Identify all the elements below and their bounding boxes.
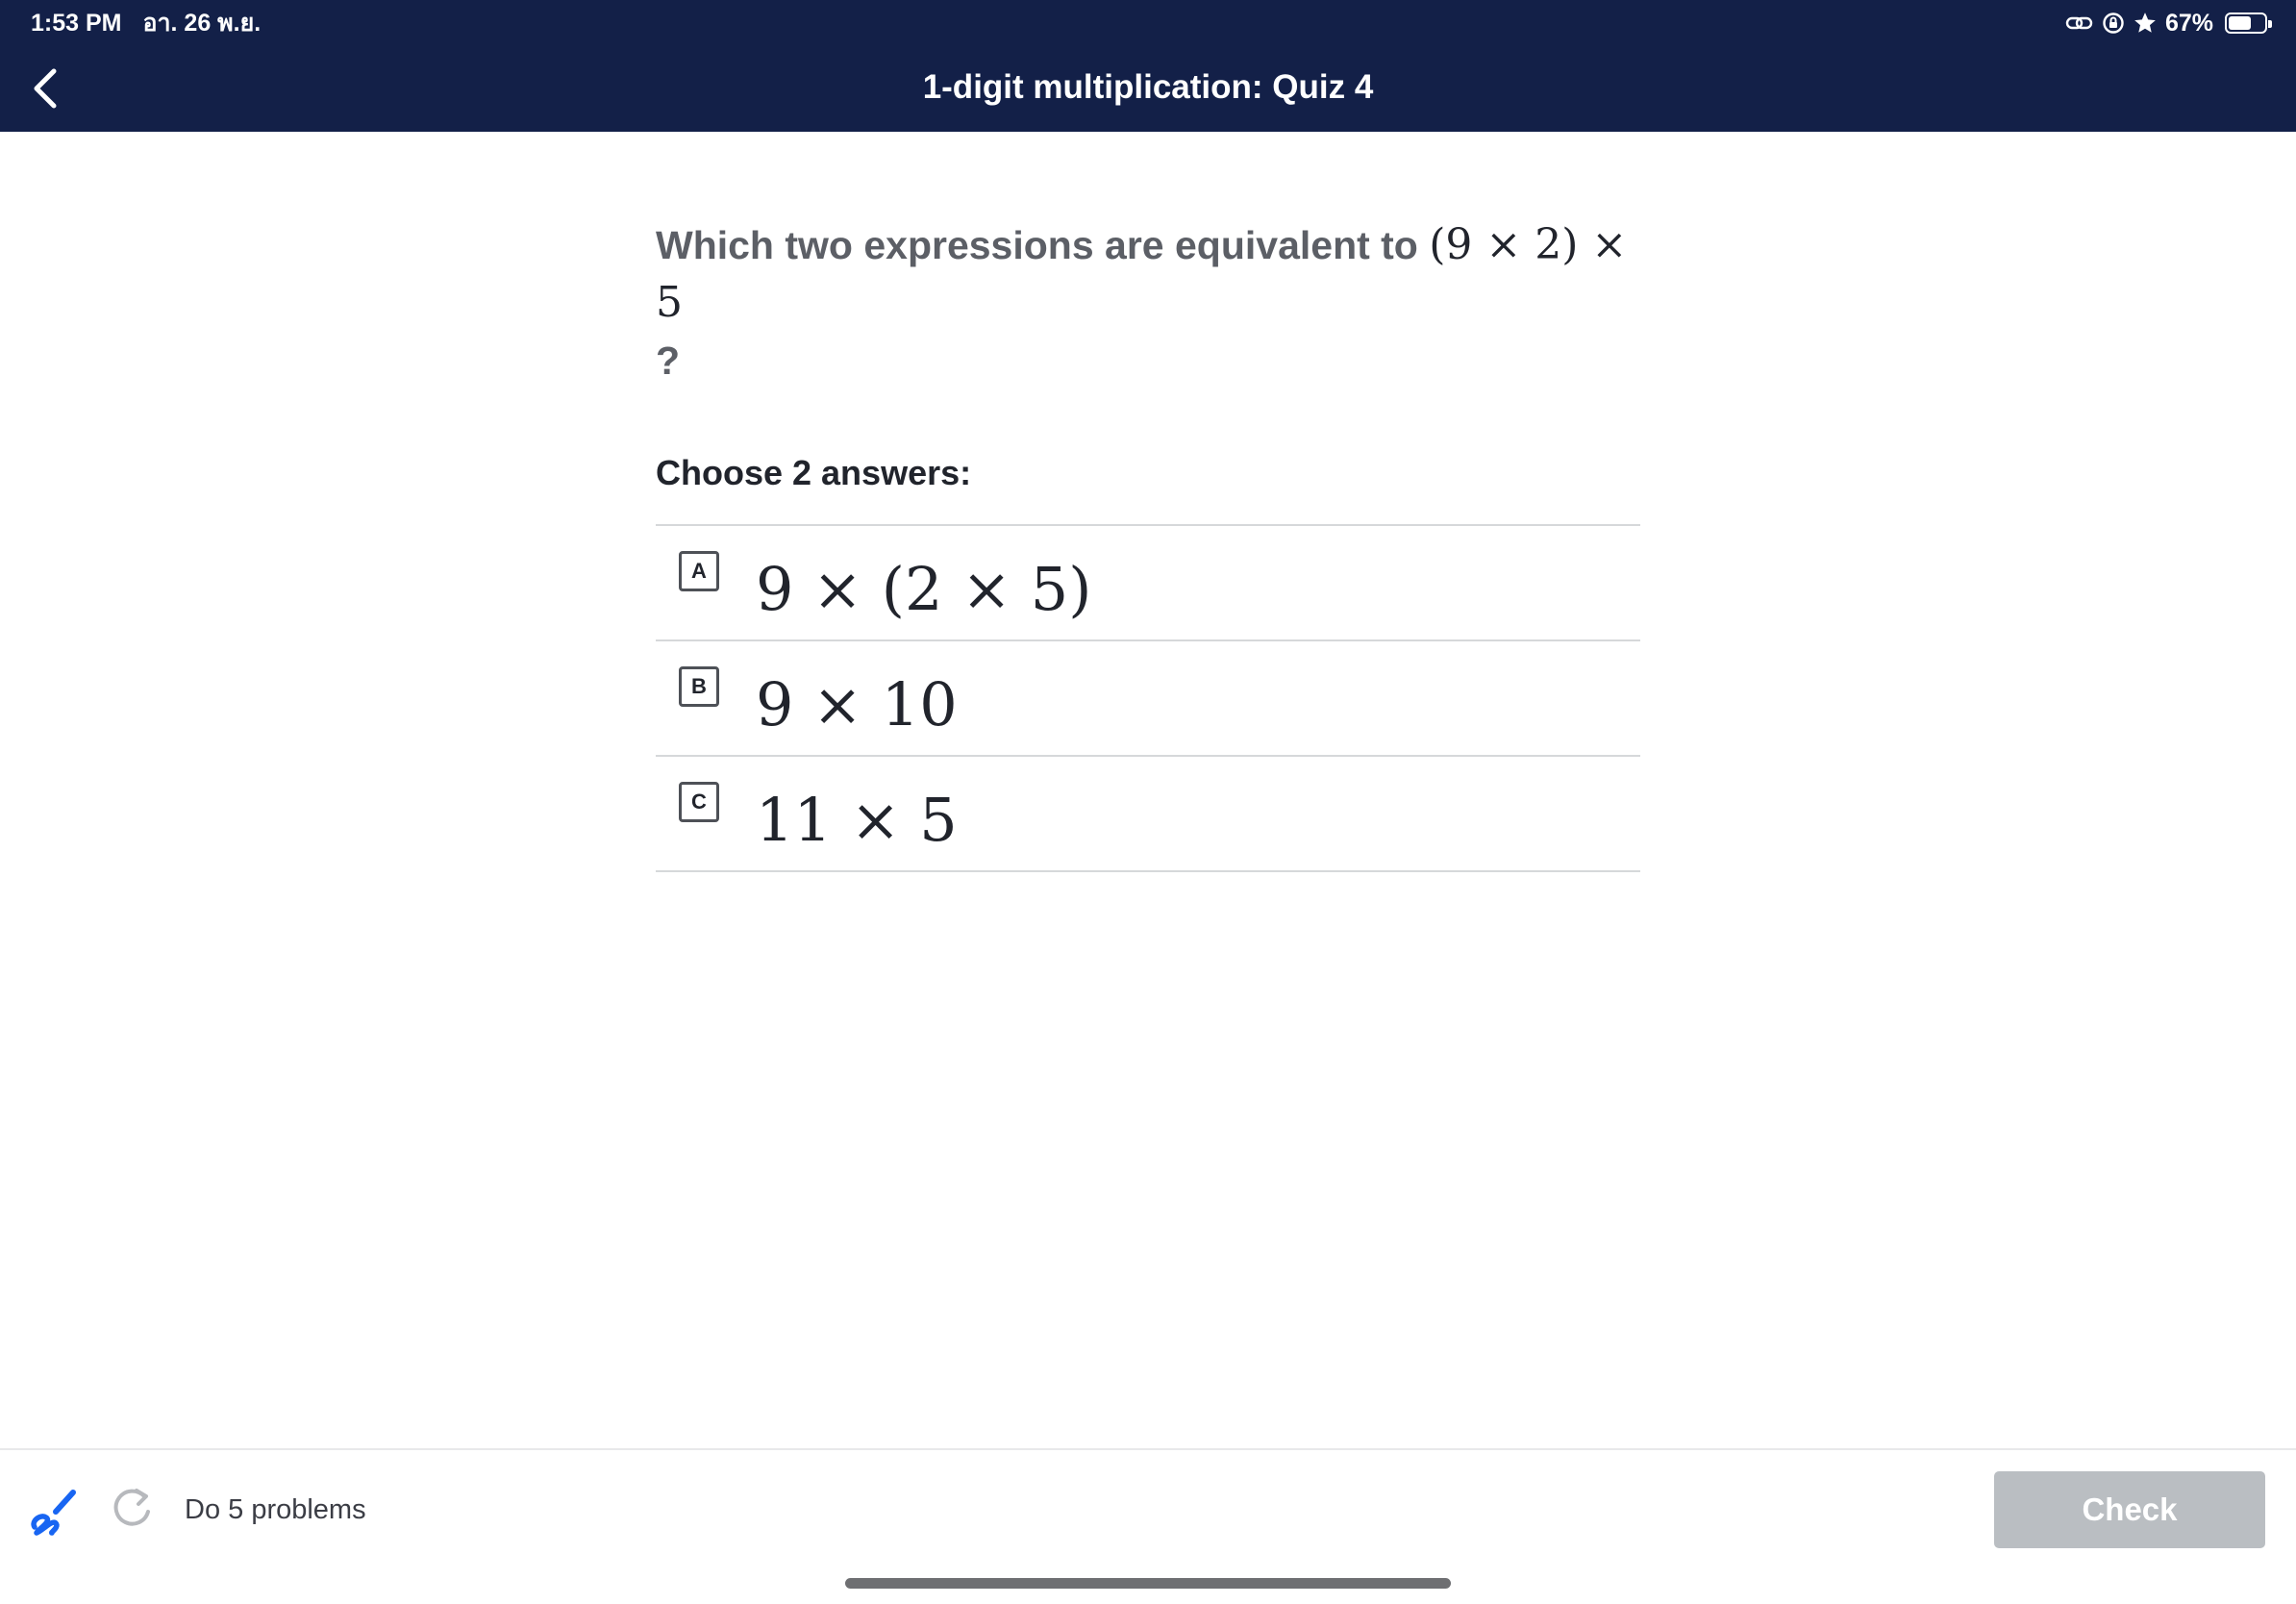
battery-percent: 67% <box>2164 9 2213 37</box>
question-expression: (9 × 2) × 5 <box>656 220 1628 327</box>
battery-fill <box>2229 16 2251 30</box>
question-mark: ? <box>656 338 681 383</box>
question-text <box>656 216 1640 389</box>
orientation-lock-icon <box>2102 12 2125 35</box>
status-bar-left <box>31 6 261 40</box>
scratchpad-pencil-icon <box>27 1483 81 1537</box>
link-icon <box>2065 13 2094 34</box>
progress-text: Do 5 problems <box>185 1494 366 1525</box>
choice-checkbox[interactable]: C <box>679 782 719 822</box>
battery-icon <box>2225 13 2267 34</box>
reset-icon <box>108 1485 156 1533</box>
home-indicator[interactable] <box>845 1578 1451 1589</box>
top-bar <box>0 0 2296 132</box>
choice-expression: 9 × (2 × 5) <box>756 554 1092 624</box>
question-prompt: Which two expressions are equivalent to <box>656 223 1430 267</box>
status-bar-right <box>2065 6 2267 40</box>
status-date: อา. 26 พ.ย. <box>142 10 262 37</box>
status-time: 1:53 PM <box>31 9 122 37</box>
choice-a[interactable] <box>656 526 1640 641</box>
choice-checkbox[interactable]: A <box>679 551 719 591</box>
page-title: 1-digit multiplication: Quiz 4 <box>922 68 1374 106</box>
star-icon <box>2133 11 2158 36</box>
choice-expression: 11 × 5 <box>756 785 958 855</box>
choice-checkbox[interactable]: B <box>679 666 719 707</box>
scratchpad-button[interactable] <box>27 1483 81 1537</box>
choice-c[interactable] <box>656 757 1640 872</box>
choice-b[interactable] <box>656 641 1640 757</box>
check-button[interactable]: Check <box>1994 1471 2265 1548</box>
choice-list <box>656 524 1640 872</box>
exercise-content <box>656 216 1640 872</box>
reset-button[interactable] <box>108 1485 156 1533</box>
choice-expression: 9 × 10 <box>756 669 958 739</box>
answer-instruction: Choose 2 answers: <box>656 453 972 492</box>
